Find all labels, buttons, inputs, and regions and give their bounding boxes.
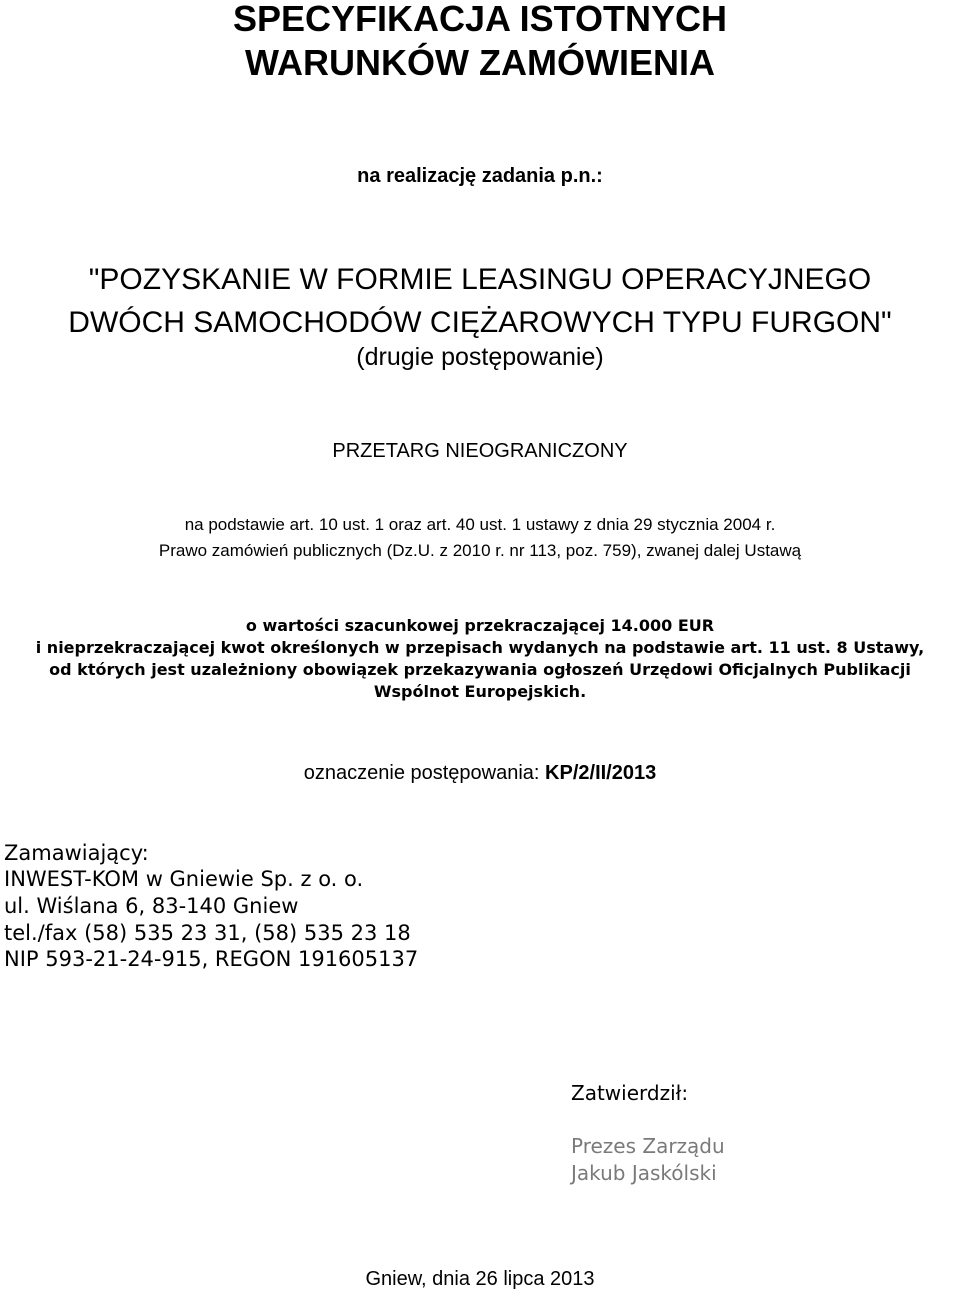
procedure-designation xyxy=(0,760,960,786)
document-title-line2: WARUNKÓW ZAMÓWIENIA xyxy=(245,42,715,83)
value-statement-line2: i nieprzekraczającej kwot określonych w przepisach wydanych na podstawie art. 11 ust. 8 Ustawy, xyxy=(35,638,925,657)
value-statement-line1: o wartości szacunkowej przekraczającej 14.000 EUR xyxy=(245,616,715,635)
value-statement-line3: od których jest uzależniony obowiązek przekazywania ogłoszeń Urzędowi Oficjalnych Publikacji xyxy=(49,660,911,679)
document-title-line1: SPECYFIKACJA ISTOTNYCH xyxy=(232,0,728,39)
project-title-line3: (drugie postępowanie) xyxy=(356,343,604,371)
legal-basis-line1: na podstawie art. 10 ust. 1 oraz art. 40 ust. 1 ustawy z dnia 29 stycznia 2004 r. xyxy=(184,515,776,534)
project-title-line1: "POZYSKANIE W FORMIE LEASINGU OPERACYJNEGO xyxy=(88,263,872,296)
orderer-phone: tel./fax (58) 535 23 31, (58) 535 23 18 xyxy=(4,921,411,945)
place-and-date: Gniew, dnia 26 lipca 2013 xyxy=(365,1268,595,1290)
approver-position: Prezes Zarządu xyxy=(571,1134,725,1158)
orderer-name: INWEST-KOM w Gniewie Sp. z o. o. xyxy=(4,867,364,891)
approver-name: Jakub Jaskólski xyxy=(571,1161,717,1185)
orderer-address: ul. Wiślana 6, 83-140 Gniew xyxy=(4,894,299,918)
procedure-designation-code: KP/2/II/2013 xyxy=(545,762,657,784)
document-subtitle: na realizację zadania p.n.: xyxy=(357,165,603,187)
tender-type: PRZETARG NIEOGRANICZONY xyxy=(332,440,628,462)
value-statement-line4: Wspólnot Europejskich. xyxy=(373,682,587,701)
project-title-line2: DWÓCH SAMOCHODÓW CIĘŻAROWYCH TYPU FURGON" xyxy=(68,306,892,339)
procedure-designation-label: oznaczenie postępowania: xyxy=(303,762,546,784)
approval-label: Zatwierdził: xyxy=(571,1081,689,1105)
orderer-heading: Zamawiający: xyxy=(4,841,149,865)
legal-basis-line2: Prawo zamówień publicznych (Dz.U. z 2010 r. nr 113, poz. 759), zwanej dalej Ustawą xyxy=(158,541,802,560)
orderer-tax-ids: NIP 593-21-24-915, REGON 191605137 xyxy=(4,947,419,971)
